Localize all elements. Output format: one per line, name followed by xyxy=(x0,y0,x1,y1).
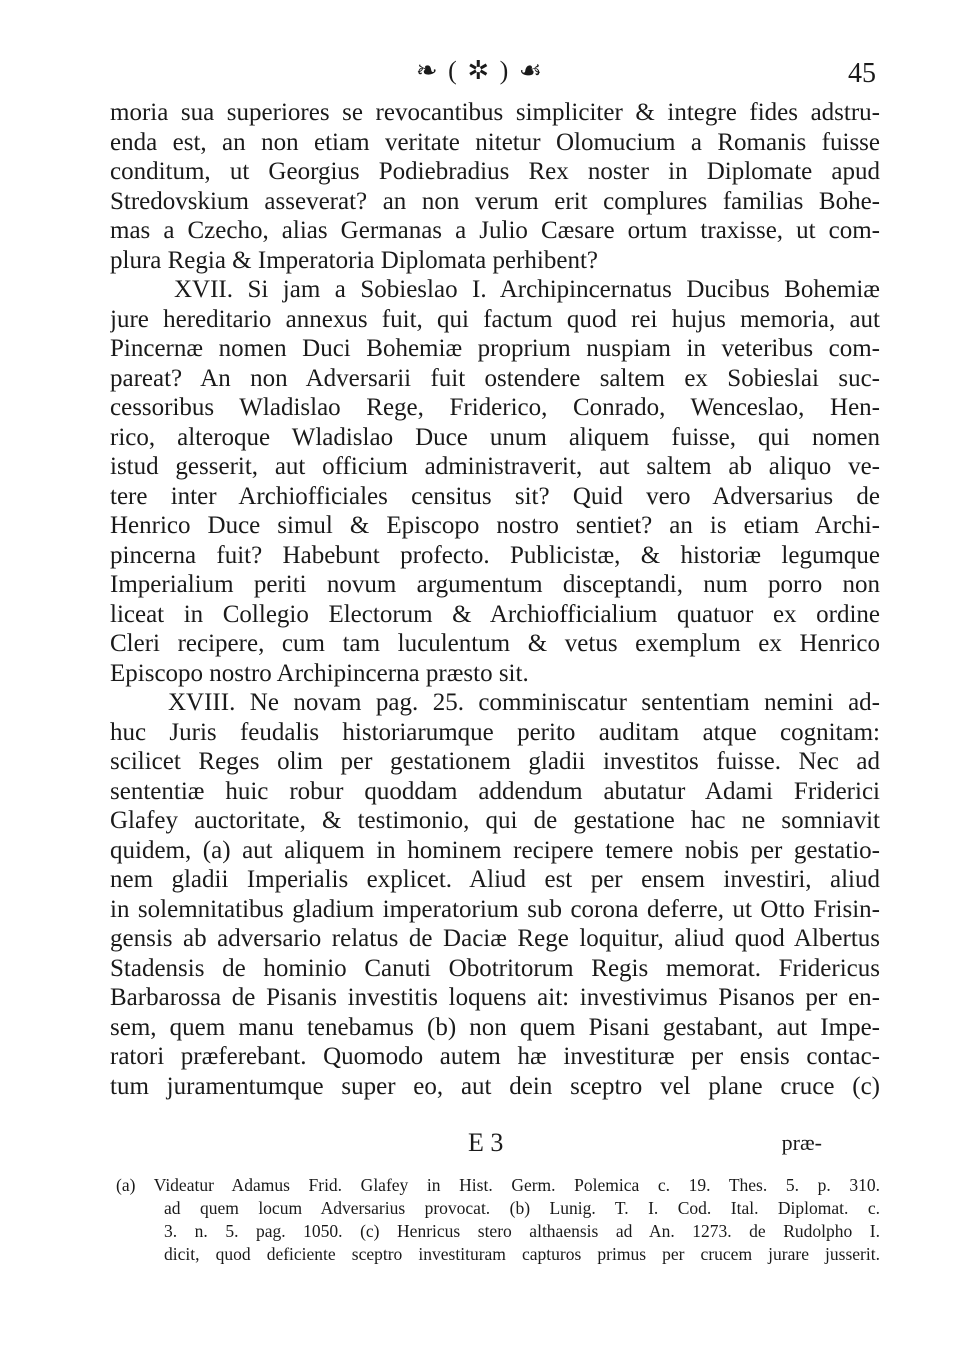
text-line: nem gladii Imperialis explicet. Aliud est per ensem investiri, aliud xyxy=(110,866,880,893)
header-ornament: ❧ ( ✲ ) ☙ xyxy=(415,56,545,85)
text-line: jure hereditario annexus fuit, qui factum quod rei hujus memoria, aut xyxy=(110,305,880,333)
text-line: pincerna fuit? Habebunt profecto. Publicistæ, & historiæ legumque xyxy=(110,541,880,569)
footnote-line: 3. n. 5. pag. 1050. (c) Henricus stero althaensis ad An. 1273. de Rudolpho I. xyxy=(164,1221,880,1241)
text-line: Barbarossa de Pisanis investitis loquens ait: investivimus Pisanos per en- xyxy=(110,984,880,1011)
text-line: Cleri recipere, cum tam luculentum & vetus exemplum ex Henrico xyxy=(110,630,880,657)
signature-line xyxy=(110,1128,880,1158)
text-line: pareat? An non Adversarii fuit ostendere saltem ex Sobieslai suc- xyxy=(110,364,880,392)
footnote-line: dicit, quod deficiente sceptro investituram capturos primus per crucem jurare jusserit. xyxy=(164,1244,880,1264)
text-line: Henrico Duce simul & Episcopo nostro sentiet? an is etiam Archi- xyxy=(110,512,880,539)
text-line: gensis ab adversario relatus de Daciæ Rege loquitur, aliud quod Albertus xyxy=(110,925,880,952)
text-line: Stredovskium asseverat? an non verum erit complures familias Bohe- xyxy=(110,187,880,215)
page-number: 45 xyxy=(848,58,876,89)
text-line: tere inter Archiofficiales censitus sit? Quid vero Adversarius de xyxy=(110,482,880,510)
text-line: sententiæ huic robur quoddam addendum abutatur Adami Friderici xyxy=(110,777,880,805)
text-line: ratori præferebant. Quomodo autem hæ investituræ per ensis contac- xyxy=(110,1043,880,1070)
footnote-line: ad quem locum Adversarius provocat. (b) Lunig. T. I. Cod. Ital. Diplomat. c. xyxy=(164,1198,880,1218)
footnote-line: (a) Videatur Adamus Frid. Glafey in Hist. Germ. Polemica c. 19. Thes. 5. p. 310. xyxy=(116,1175,880,1195)
text-line: Glafey auctoritate, & testimonio, qui de gestatione hac ne somniavit xyxy=(110,807,880,834)
signature-mark: E 3 xyxy=(468,1128,504,1157)
text-line: enda est, an non etiam veritate nitetur Olomucium a Romanis fuisse xyxy=(110,128,880,156)
catchword: præ- xyxy=(781,1130,822,1155)
main-text xyxy=(110,98,880,1101)
page-header xyxy=(0,56,960,96)
text-line: sem, quem manu tenebamus (b) non quem Pisani gestabant, aut Impe- xyxy=(110,1013,880,1041)
section-heading-line: XVII. Si jam a Sobieslao I. Archipincernatus Ducibus Bohemiæ xyxy=(174,276,880,303)
text-line: moria sua superiores se revocantibus simpliciter & integre fides adstru- xyxy=(110,99,880,126)
text-line: Pincernæ nomen Duci Bohemiæ proprium nuspiam in veteribus com- xyxy=(110,335,880,362)
text-line: Imperialium periti novum argumentum disceptandi, num porro non xyxy=(110,571,880,598)
text-line: plura Regia & Imperatoria Diplomata perhibent? xyxy=(110,246,599,274)
text-line: mas a Czecho, alias Germanas a Julio Cæsare ortum traxisse, ut com- xyxy=(110,217,880,244)
text-line: conditum, ut Georgius Podiebradius Rex noster in Diplomate apud xyxy=(110,158,880,185)
text-line: quidem, (a) aut aliquem in hominem recipere temere nobis per gestatio- xyxy=(110,836,880,864)
text-line: tum juramentumque super eo, aut dein sceptro vel plane cruce (c) xyxy=(110,1072,880,1100)
text-line: huc Juris feudalis historiarumque perito auditam atque cognitam: xyxy=(110,718,880,746)
text-line: cessoribus Wladislao Rege, Friderico, Conrado, Wenceslao, Hen- xyxy=(110,394,880,421)
text-line: scilicet Reges olim per gestationem gladii investitos fuisse. Nec ad xyxy=(110,748,880,775)
section-heading-line: XVIII. Ne novam pag. 25. comminiscatur sententiam nemini ad- xyxy=(168,689,880,716)
text-line: in solemnitatibus gladium imperatorium sub corona deferre, ut Otto Frisin- xyxy=(110,895,880,923)
text-line: istud gesserit, aut officium administraverit, aut saltem ab aliquo ve- xyxy=(110,453,880,480)
footnotes xyxy=(116,1174,880,1266)
text-line: Stadensis de hominio Canuti Obotritorum Regis memorat. Fridericus xyxy=(110,954,880,982)
text-line: Episcopo nostro Archipincerna præsto sit. xyxy=(110,659,529,687)
text-line: rico, alteroque Wladislao Duce unum aliquem fuisse, qui nomen xyxy=(110,423,880,451)
text-line: liceat in Collegio Electorum & Archiofficialium quatuor ex ordine xyxy=(110,600,880,628)
